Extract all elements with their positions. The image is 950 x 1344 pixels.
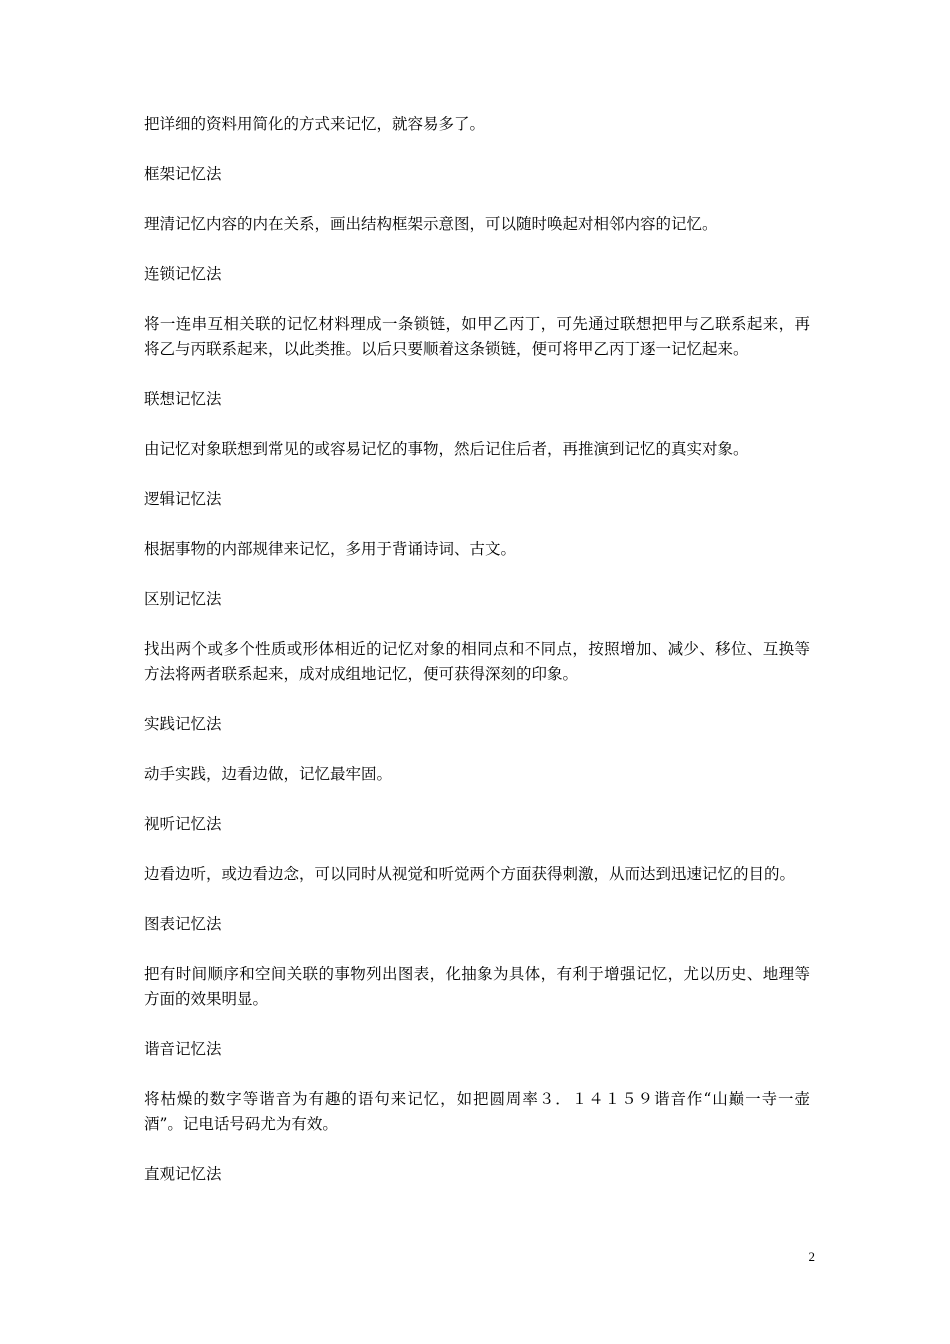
- body-paragraph: 把详细的资料用简化的方式来记忆，就容易多了。: [144, 115, 486, 133]
- section-heading: 实践记忆法: [144, 715, 222, 733]
- section-heading: 直观记忆法: [144, 1165, 222, 1183]
- section-heading: 逻辑记忆法: [144, 490, 222, 508]
- body-paragraph: 动手实践，边看边做，记忆最牢固。: [144, 765, 393, 783]
- section-heading: 连锁记忆法: [144, 265, 222, 283]
- body-paragraph: 将枯燥的数字等谐音为有趣的语句来记忆，如把圆周率３．１４１５９谐音作“山巅一寺一壶酒”。记电话号码尤为有效。: [144, 1090, 810, 1133]
- body-paragraph: 根据事物的内部规律来记忆，多用于背诵诗词、古文。: [144, 540, 517, 558]
- section-heading: 联想记忆法: [144, 390, 222, 408]
- section-heading: 谐音记忆法: [144, 1040, 222, 1058]
- body-paragraph: 理清记忆内容的内在关系，画出结构框架示意图，可以随时唤起对相邻内容的记忆。: [144, 215, 718, 233]
- body-paragraph: 将一连串互相关联的记忆材料理成一条锁链，如甲乙丙丁，可先通过联想把甲与乙联系起来，再将乙与丙联系起来，以此类推。以后只要顺着这条锁链，便可将甲乙丙丁逐一记忆起来。: [144, 315, 810, 358]
- body-paragraph: 由记忆对象联想到常见的或容易记忆的事物，然后记住后者，再推演到记忆的真实对象。: [144, 440, 749, 458]
- section-heading: 视听记忆法: [144, 815, 222, 833]
- body-paragraph: 把有时间顺序和空间关联的事物列出图表，化抽象为具体，有利于增强记忆，尤以历史、地理等方面的效果明显。: [144, 965, 810, 1008]
- document-body: [144, 112, 810, 1187]
- section-heading: 图表记忆法: [144, 915, 222, 933]
- section-heading: 框架记忆法: [144, 165, 222, 183]
- page-number: 2: [808, 1249, 815, 1264]
- body-paragraph: 找出两个或多个性质或形体相近的记忆对象的相同点和不同点，按照增加、减少、移位、互换等方法将两者联系起来，成对成组地记忆，便可获得深刻的印象。: [144, 640, 810, 683]
- body-paragraph: 边看边听，或边看边念，可以同时从视觉和听觉两个方面获得刺激，从而达到迅速记忆的目的。: [144, 865, 796, 883]
- section-heading: 区别记忆法: [144, 590, 222, 608]
